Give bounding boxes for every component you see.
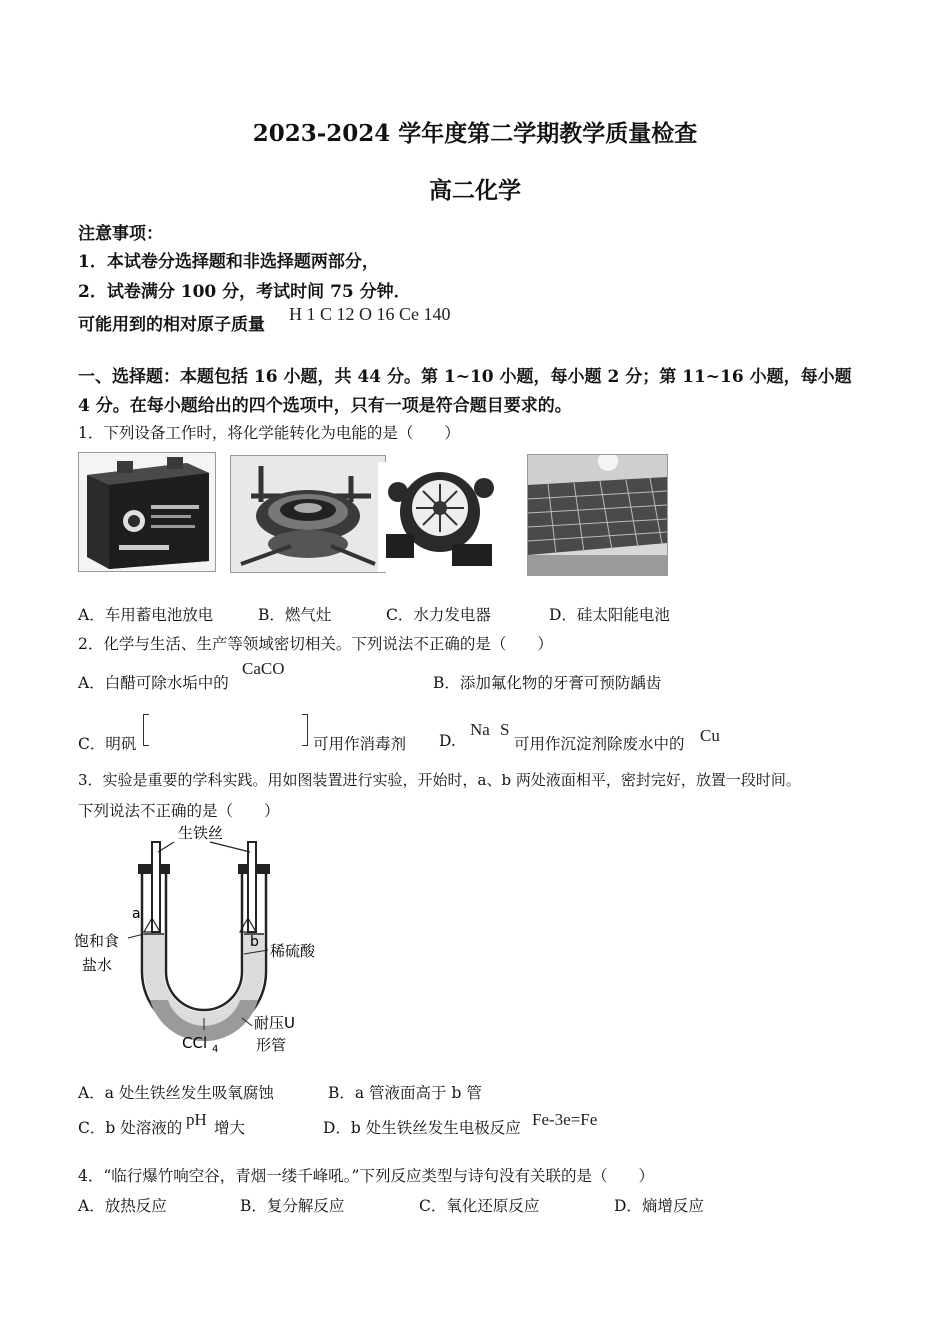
q1-option-a: A．车用蓄电池放电 xyxy=(78,606,214,624)
solar-panel-image xyxy=(527,454,668,576)
label-dilute-acid: 稀硫酸 xyxy=(270,942,316,960)
notes-item-2: 2．试卷满分 100 分，考试时间 75 分钟． xyxy=(78,282,411,302)
q3-option-c-text: C．b 处溶液的 xyxy=(78,1119,183,1137)
q2-option-c-after: 可用作消毒剂 xyxy=(313,735,407,753)
q2-option-a-formula: CaCO xyxy=(242,659,285,678)
q3-option-a: A．a 处生铁丝发生吸氧腐蚀 xyxy=(78,1084,274,1102)
q4-option-c: C．氧化还原反应 xyxy=(419,1197,540,1215)
label-u-tube-2: 形管 xyxy=(256,1036,287,1054)
battery-image xyxy=(78,452,216,572)
q1-stem: 1．下列设备工作时，将化学能转化为电能的是（ ） xyxy=(78,424,460,442)
q2-option-b: B．添加氟化物的牙膏可预防龋齿 xyxy=(433,674,662,692)
q3-option-d-formula: Fe-3e=Fe xyxy=(532,1110,598,1129)
q4-option-b: B．复分解反应 xyxy=(240,1197,345,1215)
q2-option-c-text: C．明矾 xyxy=(78,735,137,753)
label-saltwater-2: 盐水 xyxy=(82,956,113,974)
u-tube-diagram xyxy=(70,822,330,1057)
label-saltwater-1: 饱和食 xyxy=(74,932,120,950)
q4-option-d: D．熵增反应 xyxy=(614,1197,704,1215)
q2-option-d-formula-2: S xyxy=(500,720,510,739)
label-b: b xyxy=(250,934,259,950)
water-generator-image xyxy=(378,462,506,572)
notes-heading: 注意事项： xyxy=(78,224,163,244)
label-iron-wire: 生铁丝 xyxy=(178,824,224,842)
section1-line1: 一、选择题：本题包括 16 小题，共 44 分。第 1~10 小题，每小题 2 分；第 11~16 小题，每小题 xyxy=(78,367,852,387)
label-ccl4-subscript: 4 xyxy=(212,1044,219,1055)
q3-option-d-text: D．b 处生铁丝发生电极反应 xyxy=(323,1119,521,1137)
q2-option-d-formula-3: Cu xyxy=(700,726,720,745)
gas-stove-image xyxy=(230,455,386,573)
q2-right-bracket xyxy=(302,714,308,746)
label-u-tube-1: 耐压U xyxy=(254,1014,295,1032)
q1-option-c: C．水力发电器 xyxy=(386,606,491,624)
section1-line2: 4 分。在每小题给出的四个选项中，只有一项是符合题目要求的。 xyxy=(78,396,572,416)
label-ccl4: CCl xyxy=(182,1034,208,1052)
q2-option-a-text: A．白醋可除水垢中的 xyxy=(78,674,229,692)
q1-option-b: B．燃气灶 xyxy=(258,606,332,624)
label-a: a xyxy=(132,906,141,922)
q2-option-d-formula: Na xyxy=(470,720,490,739)
q3-stem-line2: 下列说法不正确的是（ ） xyxy=(78,802,280,820)
q4-option-a: A．放热反应 xyxy=(78,1197,167,1215)
q3-option-c-after: 增大 xyxy=(214,1119,246,1137)
atomic-mass-label: 可能用到的相对原子质量 xyxy=(78,315,265,335)
q2-option-d-after: 可用作沉淀剂除废水中的 xyxy=(514,735,685,753)
exam-title: 2023-2024 学年度第二学期教学质量检查 xyxy=(252,120,698,147)
q4-stem: 4．“临行爆竹响空谷，青烟一缕千峰吼。”下列反应类型与诗句没有关联的是（ ） xyxy=(78,1167,654,1185)
q3-stem-line1: 3．实验是重要的学科实践。用如图装置进行实验，开始时，a、b 两处液面相平，密封完好，放置一段时间。 xyxy=(78,771,801,789)
q1-option-d: D．硅太阳能电池 xyxy=(549,606,670,624)
exam-subtitle: 高二化学 xyxy=(429,177,521,204)
q2-left-bracket xyxy=(143,714,149,746)
q2-stem: 2．化学与生活、生产等领域密切相关。下列说法不正确的是（ ） xyxy=(78,635,553,653)
notes-item-1: 1．本试卷分选择题和非选择题两部分， xyxy=(78,252,379,272)
q3-option-b: B．a 管液面高于 b 管 xyxy=(328,1084,482,1102)
atomic-mass-values: H 1 C 12 O 16 Ce 140 xyxy=(289,304,451,324)
q3-option-c-formula: pH xyxy=(186,1110,207,1129)
q2-option-d-text: D. xyxy=(439,732,456,750)
